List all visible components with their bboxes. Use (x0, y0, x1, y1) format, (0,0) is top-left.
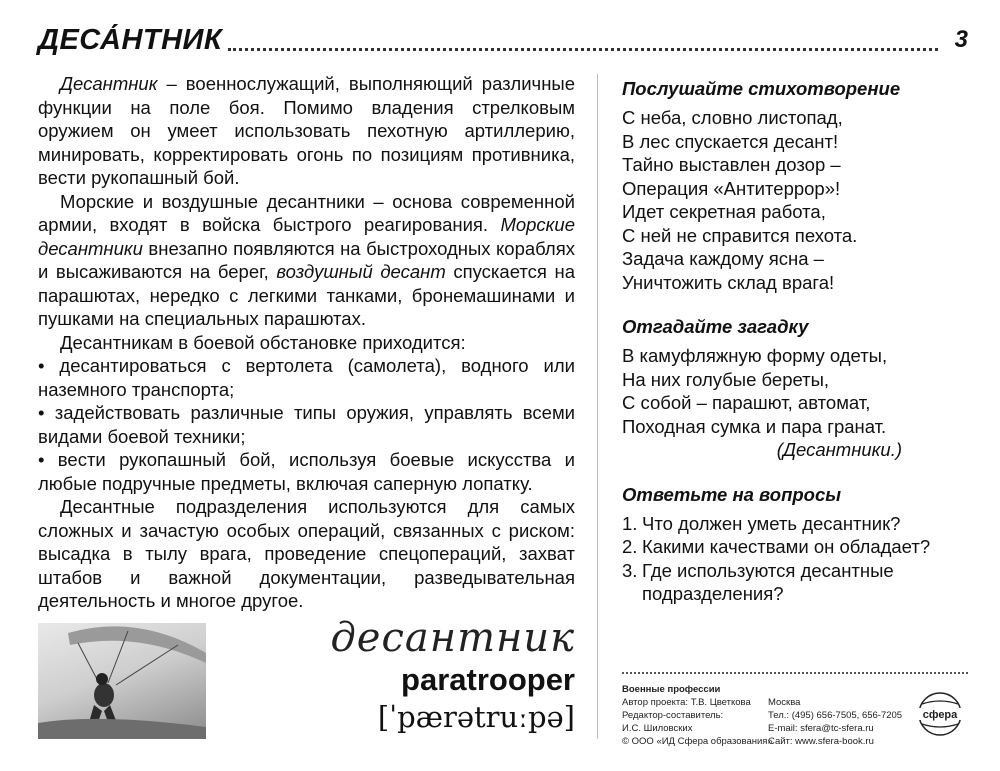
paragraph-operations: Десантные подразделения используются для самых сложных и зачастую особых операций, связанных с риском: высадка в тылу врага, проведение спецопераций, захват штабов и важной документации, разведывательная деятельность и многое другое. (38, 496, 575, 611)
question-number: 3. (622, 559, 638, 581)
riddle-block (622, 316, 962, 462)
column-divider (597, 74, 598, 739)
paragraph-definition (38, 72, 575, 190)
questions-block (622, 484, 962, 606)
riddle-answer: (Десантники.) (776, 439, 902, 460)
poem-line: Тайно выставлен дозор – (622, 154, 841, 175)
publisher-credits (622, 683, 773, 748)
contact-line: Сайт: www.sfera-book.ru (768, 736, 874, 747)
riddle-heading: Отгадайте загадку (622, 316, 809, 337)
definition-text: – военнослужащий, выполняющий различные функции на поле боя. Помимо владения стрелковым оружием он умеет использовать пехотную артиллерию, минировать, корректировать огонь по позициям противника, вести рукопашный бой. (38, 73, 575, 188)
question-item (622, 512, 962, 536)
poem-line: Идет секретная работа, (622, 201, 826, 222)
list-item: • десантироваться с вертолета (самолета), водного или наземного транспорта; (38, 355, 575, 400)
footer-dotted-divider (622, 672, 968, 674)
poem-heading: Послушайте стихотворение (622, 78, 901, 99)
sfera-logo (914, 690, 966, 738)
poem-line: Задача каждому ясна – (622, 248, 824, 269)
contact-line: Тел.: (495) 656-7505, 656-7205 (768, 710, 903, 721)
header-dotted-leader (228, 48, 938, 51)
term-marines: Морские десантники (38, 214, 575, 259)
question-item (622, 559, 962, 606)
list-item: • задействовать различные типы оружия, управлять всеми видами боевой техники; (38, 402, 575, 447)
page-title: ДЕСА́НТНИК (38, 24, 226, 57)
contact-line: Москва (768, 697, 801, 708)
paragraph-types (38, 190, 575, 331)
word-transcription: [ˈpærətruːpə] (377, 700, 575, 734)
poem-line: С ней не справится пехота. (622, 224, 858, 246)
poem-line: С неба, словно листопад, (622, 107, 843, 128)
paratrooper-illustration (38, 623, 206, 739)
question-number: 2. (622, 536, 638, 557)
paratrooper-photo (38, 623, 206, 739)
page-number: 3 (954, 26, 968, 53)
credit-line: © ООО «ИД Сфера образования» (622, 736, 773, 747)
side-column (622, 78, 962, 628)
publisher-contacts (768, 696, 902, 748)
paragraph-duties-intro: Десантникам в боевой обстановке приходится: (60, 331, 466, 353)
question-item (622, 535, 962, 559)
riddle-line: С собой – парашют, автомат, (622, 392, 871, 413)
term-paratrooper: Десантник (60, 73, 158, 94)
poem-line: В лес спускается десант! (622, 130, 839, 152)
list-item: • вести рукопашный бой, используя боевые искусства и любые подручные предметы, включая саперную лопатку. (38, 449, 575, 494)
series-title: Военные профессии (622, 684, 721, 695)
questions-heading: Ответьте на вопросы (622, 483, 842, 505)
main-text-column (38, 72, 575, 613)
credit-line: И.С. Шиловских (622, 723, 693, 734)
page-header (38, 22, 968, 62)
riddle-line: В камуфляжную форму одеты, (622, 345, 888, 366)
question-number: 1. (622, 512, 638, 534)
globe-icon (914, 690, 966, 738)
word-english: paratrooper (401, 662, 575, 697)
question-text: Что должен уметь десантник? (642, 512, 901, 534)
poem-line: Уничтожить склад врага! (622, 271, 835, 293)
poem-line: Операция «Антитеррор»! (622, 177, 841, 199)
credit-line: Редактор-составитель: (622, 710, 724, 721)
credit-line: Автор проекта: Т.В. Цветкова (622, 697, 751, 708)
term-airborne: воздушный десант (276, 261, 446, 282)
question-text: Где используются десантные подразделения? (642, 559, 894, 604)
poem-block (622, 78, 962, 294)
riddle-line: На них голубые береты, (622, 368, 830, 390)
logo-text: сфера (922, 709, 958, 721)
riddle-line: Походная сумка и пара гранат. (622, 415, 887, 437)
question-text: Какими качествами он обладает? (642, 536, 931, 557)
word-cursive: десантник (330, 615, 575, 661)
contact-line: E-mail: sfera@tc-sfera.ru (768, 723, 874, 734)
types-text-1: Морские и воздушные десантники – основа современной армии, входят в войска быстрого реагирования. (38, 190, 575, 235)
types-text-3: спускается на парашютах, нередко с легкими танками, бронемашинами и пушками на специальных парашютах. (38, 261, 575, 329)
types-text-2: внезапно появляются на быстроходных кораблях и высаживаются на берег, (38, 237, 575, 282)
